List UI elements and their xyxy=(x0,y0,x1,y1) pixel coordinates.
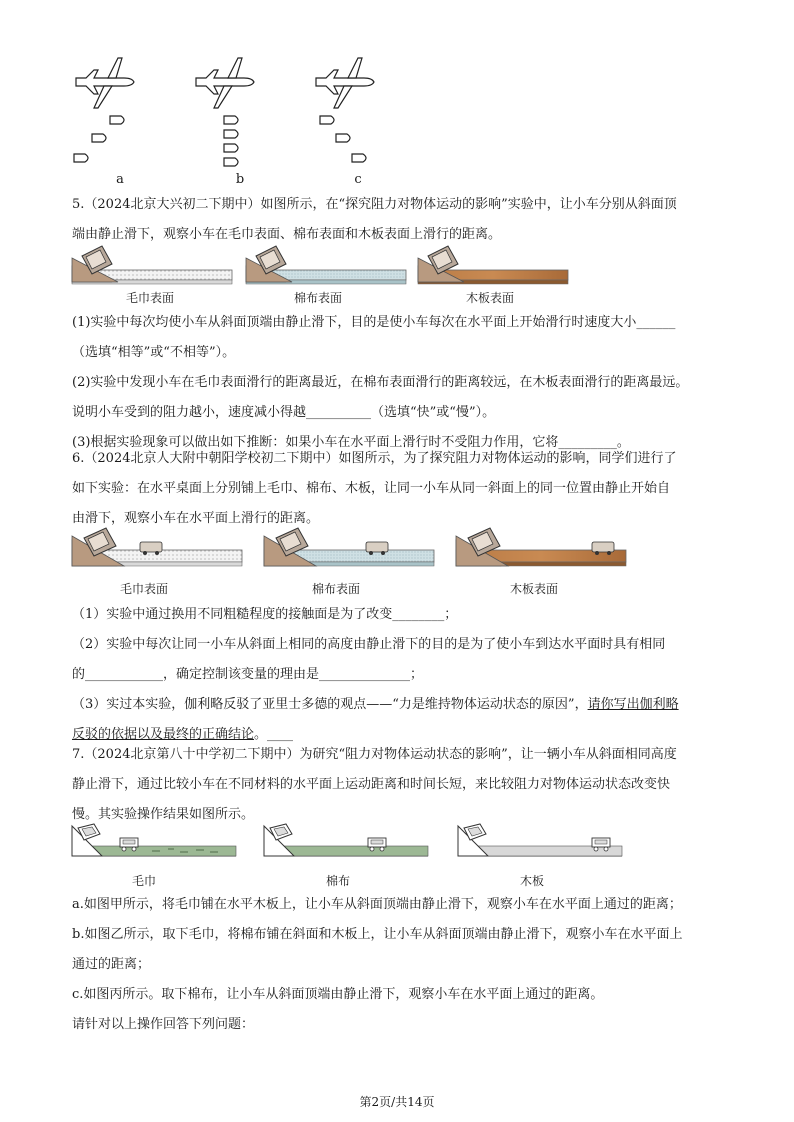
q6-p2-line1: （2）实验中每次让同一小车从斜面上相同的高度由静止滑下的目的是为了使小车到达水平面时具有相同 xyxy=(72,637,666,652)
q6-label-towel: 毛巾表面 xyxy=(119,582,168,596)
airplane-b xyxy=(196,58,254,108)
q6-p2-line2: 的____________，确定控制该变量的理由是______________； xyxy=(72,667,424,682)
q5-label-wood: 木板表面 xyxy=(465,291,514,305)
q5-body xyxy=(72,308,732,458)
q5-p2-line1: (2)实验中发现小车在毛巾表面滑行的距离最近，在棉布表面滑行的距离较远，在木板表面滑行的距离最远。 xyxy=(72,375,689,390)
q5-label-towel: 毛巾表面 xyxy=(125,291,174,305)
q7-label-cotton: 棉布 xyxy=(325,874,350,888)
q6-p3-end: 。____ xyxy=(254,727,294,742)
q6-p3-underlined-a: 请你写出伽利略 xyxy=(587,697,679,712)
bombs-b xyxy=(224,116,238,166)
q5-p1-line1: (1)实验中每次均使小车从斜面顶端由静止滑下，目的是使小车每次在水平面上开始滑行时速度大小______ xyxy=(72,315,676,330)
q7-header-line2: 静止滑下，通过比较小车在不同材料的水平面上运动距离和时间长短，来比较阻力对物体运动状态改变快 xyxy=(72,777,671,792)
q6-towel-track xyxy=(72,528,242,566)
q7-pb-line1: b.如图乙所示，取下毛巾，将棉布铺在斜面和木板上，让小车从斜面顶端由静止滑下，观察小车在水平面上 xyxy=(72,927,683,942)
q6-p3-line1 xyxy=(72,690,732,720)
q7-cotton-track xyxy=(264,824,428,856)
q6-p3-underlined-b: 反驳的依据以及最终的正确结论 xyxy=(72,727,255,742)
q7-label-wood: 木板 xyxy=(519,874,544,888)
q7-header xyxy=(72,740,732,830)
q6-header-line3: 由滑下，观察小车在水平面上滑行的距离。 xyxy=(72,511,320,526)
q6-figure xyxy=(0,530,794,580)
q7-body xyxy=(72,890,732,1040)
q6-label-cotton: 棉布表面 xyxy=(311,582,360,596)
q6-label-wood: 木板表面 xyxy=(509,582,558,596)
q6-p1: （1）实验中通过换用不同粗糙程度的接触面是为了改变________； xyxy=(72,607,458,622)
q6-body xyxy=(72,600,732,750)
q6-header-line1: 6.（2024北京人大附中朝阳学校初二下期中）如图所示，为了探究阻力对物体运动的影响，同学们进行了 xyxy=(72,451,677,466)
q5-p1-line2: （选填“相等”或“不相等”）。 xyxy=(72,345,236,360)
q7-pc: c.如图丙所示。取下棉布，让小车从斜面顶端由静止滑下，观察小车在水平面上通过的距离。 xyxy=(72,987,604,1002)
q7-prompt: 请针对以上操作回答下列问题： xyxy=(72,1017,255,1032)
q5-p2-line2: 说明小车受到的阻力越小，速度减小得越__________（选填“快”或“慢”）。 xyxy=(72,405,496,420)
airplane-label-b: b xyxy=(235,172,245,187)
airplane-a xyxy=(76,58,134,108)
q7-towel-track xyxy=(72,824,236,856)
q7-pb-line2: 通过的距离； xyxy=(72,957,151,972)
airplane-label-a: a xyxy=(116,172,124,187)
airplane-label-c: c xyxy=(354,172,362,187)
q6-wood-track xyxy=(456,528,626,566)
q5-wood-track xyxy=(418,246,568,284)
q5-p3: (3)根据实验现象可以做出如下推断：如果小车在水平面上滑行时不受阻力作用，它将_________。 xyxy=(72,435,630,450)
q6-header-line2: 如下实验：在水平桌面上分别铺上毛巾、棉布、木板，让同一小车从同一斜面上的同一位置由静止开始自 xyxy=(72,481,671,496)
airplane-c xyxy=(316,58,374,108)
q6-cotton-track xyxy=(264,528,434,566)
q6-p3-text: （3）实过本实验，伽利略反驳了亚里士多德的观点——“力是维持物体运动状态的原因”， xyxy=(72,697,588,712)
bombs-a xyxy=(74,116,124,162)
q7-label-towel: 毛巾 xyxy=(131,874,156,888)
q5-cotton-track xyxy=(246,246,406,284)
q6-header xyxy=(72,444,732,534)
page-number: 第2页/共14页 xyxy=(359,1095,435,1109)
q7-header-line1: 7.（2024北京第八十中学初二下期中）为研究“阻力对物体运动状态的影响”，让一辆小车从斜面相同高度 xyxy=(72,747,677,762)
q7-figure xyxy=(0,822,794,872)
q5-towel-track xyxy=(72,246,232,284)
q7-pa: a.如图甲所示，将毛巾铺在水平木板上，让小车从斜面顶端由静止滑下，观察小车在水平面上通过的距离； xyxy=(72,897,682,912)
airplane-figure xyxy=(0,0,794,170)
bombs-c xyxy=(320,116,366,162)
q5-label-cotton: 棉布表面 xyxy=(293,291,342,305)
q7-wood-track xyxy=(458,824,622,856)
q5-header-line2: 端由静止滑下，观察小车在毛巾表面、棉布表面和木板表面上滑行的距离。 xyxy=(72,227,502,242)
q5-header-line1: 5.（2024北京大兴初二下期中）如图所示，在“探究阻力对物体运动的影响”实验中，让小车分别从斜面顶 xyxy=(72,197,677,212)
q7-header-line3: 慢。其实验操作结果如图所示。 xyxy=(72,807,255,822)
q5-header xyxy=(72,190,732,250)
